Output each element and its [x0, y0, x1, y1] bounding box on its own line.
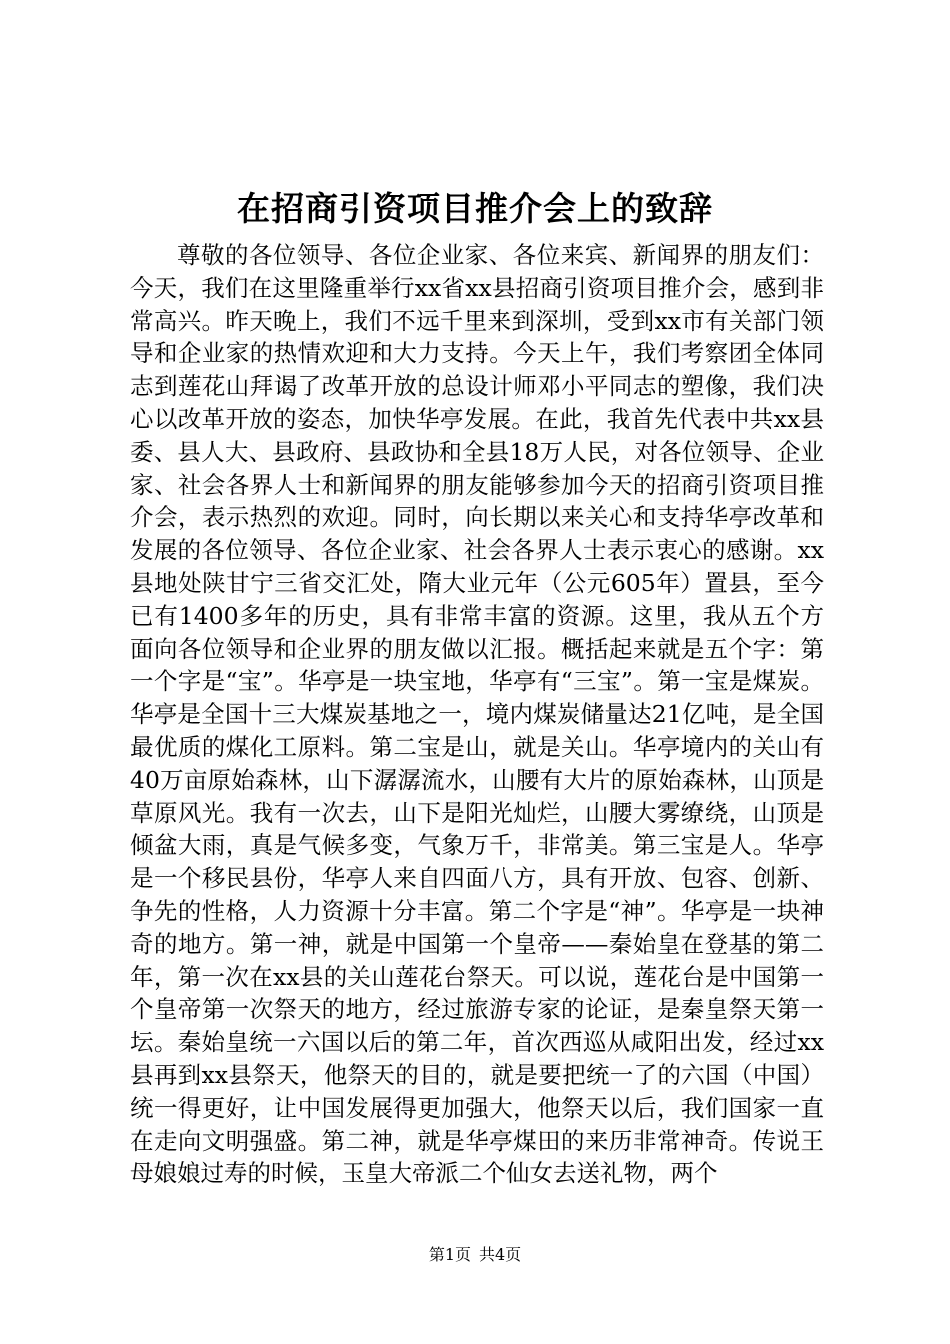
page-footer — [0, 1244, 950, 1266]
page-total: 共4页 — [479, 1245, 522, 1264]
document-title: 在招商引资项目推介会上的致辞 — [237, 189, 713, 228]
page-number: 第1页 — [428, 1245, 471, 1264]
document-body: 尊敬的各位领导、各位企业家、各位来宾、新闻界的朋友们：今天，我们在这里隆重举行xx省xx县招商引资项目推介会，感到非常高兴。昨天晚上，我们不远千里来到深圳，受到xx市有关部门领导和企业家的热情欢迎和大力支持。今天上午，我们考察团全体同志到莲花山拜谒了改革开放的总设计师邓小平同志的塑像，我们决心以改革开放的姿态，加快华亭发展。在此，我首先代表中共xx县委、县人大、县政府、县政协和全县18万人民，对各位领导、企业家、社会各界人士和新闻界的朋友能够参加今天的招商引资项目推介会，表示热烈的欢迎。同时，向长期以来关心和支持华亭改革和发展的各位领导、各位企业家、社会各界人士表示衷心的感谢。xx县地处陕甘宁三省交汇处，隋大业元年（公元605年）置县，至今已有1400多年的历史，具有非常丰富的资源。这里，我从五个方面向各位领导和企业界的朋友做以汇报。概括起来就是五个字：第一个字是“宝”。华亭是一块宝地，华亭有“三宝”。第一宝是煤炭。华亭是全国十三大煤炭基地之一，境内煤炭储量达21亿吨，是全国最优质的煤化工原料。第二宝是山，就是关山。华亭境内的关山有40万亩原始森林，山下潺潺流水，山腰有大片的原始森林，山顶是草原风光。我有一次去，山下是阳光灿烂，山腰大雾缭绕，山顶是倾盆大雨，真是气候多变，气象万千，非常美。第三宝是人。华亭是一个移民县份，华亭人来自四面八方，具有开放、包容、创新、争先的性格，人力资源十分丰富。第二个字是“神”。华亭是一块神奇的地方。第一神，就是中国第一个皇帝——秦始皇在登基的第二年，第一次在xx县的关山莲花台祭天。可以说，莲花台是中国第一个皇帝第一次祭天的地方，经过旅游专家的论证，是秦皇祭天第一坛。秦始皇统一六国以后的第二年，首次西巡从咸阳出发，经过xx县再到xx县祭天，他祭天的目的，就是要把统一了的六国（中国）统一得更好，让中国发展得更加强大，他祭天以后，我们国家一直在走向文明强盛。第二神，就是华亭煤田的来历非常神奇。传说王母娘娘过寿的时候，玉皇大帝派二个仙女去送礼物，两个 — [130, 241, 824, 1188]
